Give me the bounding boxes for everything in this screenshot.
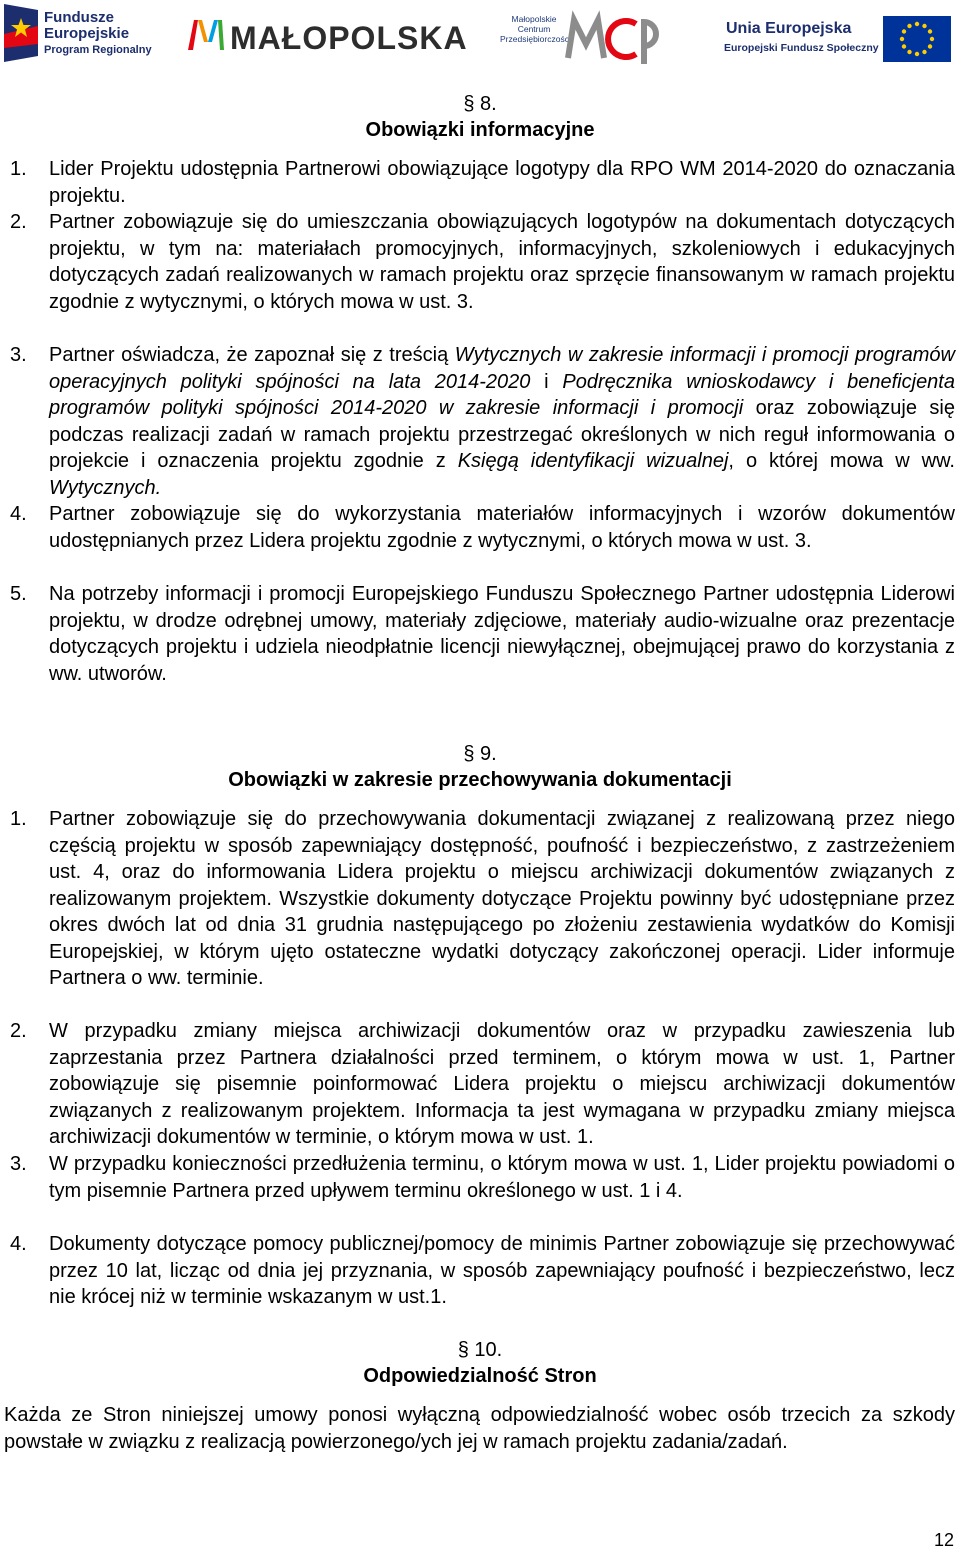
s10-paragraph: Każda ze Stron niniejszej umowy ponosi wyłączną odpowiedzialność wobec osób trzecich za szkody powstałe w związku z realizacją powierzonego/ych jej w ramach projektu zadania/zadań. bbox=[4, 1404, 955, 1453]
s8-item-5-num: 5. bbox=[10, 583, 27, 605]
s9-item-4-text: Dokumenty dotyczące pomocy publicznej/pomocy de minimis Partner zobowiązuje się przechowywać przez 10 lat, licząc od dnia jej przyznania, w sposób zapewniający poufność i bezpieczeństwo, lecz nie krócej niż w terminie wskazanym w ust.1. bbox=[49, 1233, 955, 1308]
s9-item-3-text: W przypadku konieczności przedłużenia terminu, o którym mowa w ust. 1, Lider projektu powiadomi o tym pisemnie Partnera przed upływem terminu określonego w ust. 1 i 4. bbox=[49, 1153, 955, 1202]
eu-flag-icon bbox=[883, 16, 951, 62]
s8-item-3-num: 3. bbox=[10, 344, 27, 366]
s8-item-3-part-3: i bbox=[530, 370, 563, 393]
s8-item-4-text: Partner zobowiązuje się do wykorzystania materiałów informacyjnych i wzorów dokumentów udostępnianych przez Lidera projektu zgodnie z wytycznymi, o których mowa w ust. 3. bbox=[49, 503, 955, 552]
s8-item-5-text: Na potrzeby informacji i promocji Europejskiego Funduszu Społecznego Partner udostępnia Liderowi projektu, w drodze odrębnej umowy, materiały zdjęciowe, materiały audio-wizualne oraz prezentacje dotyczących projektu i udziela nieodpłatnie licencji niewyłącznej, obejmującej prawo do korzystania z ww. utworów. bbox=[49, 583, 955, 685]
s9-item-2-num: 2. bbox=[10, 1020, 27, 1042]
ue-line2: Europejski Fundusz Społeczny bbox=[724, 42, 879, 54]
mcp-mark-icon bbox=[564, 10, 668, 66]
s8-item-3-part-2: Wytycznych w zakresie informacji i promocji programów operacyjnych polityki spójności na lata 2014-2020 bbox=[49, 344, 956, 393]
s8-item-2-num: 2. bbox=[10, 211, 27, 233]
s8-item-2-text: Partner zobowiązuje się do umieszczania obowiązujących logotypów na dokumentach dotyczących projektu, w tym na: materiałach promocyjnych, informacyjnych, szkoleniowych i edukacyjnych dotyczących zadań realizowanych w ramach projektu oraz sprzęcie finansowanym w ramach projektu zgodnie z wytycznymi, o których mowa w ust. 3. bbox=[49, 211, 955, 313]
fe-star-flag-icon bbox=[4, 4, 38, 62]
malopolska-name: MAŁOPOLSKA bbox=[230, 20, 468, 56]
ue-line1: Unia Europejska bbox=[726, 20, 852, 37]
s8-item-3-part-4: Podręcznika wnioskodawcy i beneficjenta programów polityki spójności 2014-2020 w zakresie informacji i promocji bbox=[49, 370, 955, 419]
mcp-logo bbox=[500, 0, 670, 70]
s8-item-3-part-8: Wytycznych. bbox=[49, 476, 162, 499]
section-9-title: Obowiązki w zakresie przechowywania dokumentacji bbox=[228, 769, 732, 791]
fe-line1: Fundusze bbox=[44, 9, 114, 26]
unia-europejska-logo bbox=[722, 0, 958, 70]
page-number: 12 bbox=[933, 1530, 954, 1550]
section-10-number: § 10. bbox=[457, 1339, 503, 1361]
section-10-title: Odpowiedzialność Stron bbox=[363, 1365, 597, 1387]
logo-header bbox=[0, 0, 960, 70]
fe-line2: Europejskie bbox=[44, 25, 130, 42]
section-8-number: § 8. bbox=[463, 93, 497, 115]
s8-item-4-num: 4. bbox=[10, 503, 27, 525]
malopolska-logo bbox=[186, 0, 468, 70]
s9-item-1-num: 1. bbox=[10, 808, 27, 830]
fundusze-europejskie-logo bbox=[4, 0, 154, 70]
s8-item-3-text bbox=[49, 342, 955, 501]
s8-item-3-part-5: oraz zobowiązuje się podczas realizacji zadań w ramach projektu przestrzegać określonych w nich reguł informowania o projekcie i oznaczenia projektu zgodnie z bbox=[49, 397, 955, 472]
section-8-title: Obowiązki informacyjne bbox=[365, 119, 595, 141]
mcp-small-text: Małopolskie Centrum Przedsiębiorczości bbox=[500, 14, 571, 44]
s9-item-3-num: 3. bbox=[10, 1153, 27, 1175]
s9-item-1-text: Partner zobowiązuje się do przechowywania dokumentacji związanej z realizowaną przez niego częścią projektu w sposób zapewniający dostępność, poufność i bezpieczeństwo, z zastrzeżeniem ust. 4, oraz do informowania Lidera projektu o miejscu archiwizacji dokumentów związanych z realizowanym projektem. Wszystkie dokumenty dotyczące Projektu powinny być udostępniane przez okres dwóch lat od dnia 31 grudnia następującego po złożeniu zestawienia wydatków do Komisji Europejskiej, w którym ujęto ostateczne wydatki dotyczący zakończonej operacji. Lider informuje Partnera o ww. terminie. bbox=[49, 808, 955, 989]
s8-item-3-part-6: Księgą identyfikacji wizualnej bbox=[457, 450, 729, 472]
s9-item-2-text: W przypadku zmiany miejsca archiwizacji dokumentów oraz w przypadku zawieszenia lub zaprzestania przez Partnera działalności przed terminem, o którym mowa w ust. 1, Partner zobowiązuje się pisemnie poinformować Lidera projektu o miejscu archiwizacji dokumentów związanych z realizowanym projektem. Informacja ta jest wymagana w przypadku zmiany miejsca archiwizacji dokumentów w terminie, o którym mowa w ust. 1. bbox=[49, 1020, 955, 1148]
s8-item-3-part-1: Partner oświadcza, że zapoznał się z treścią bbox=[49, 344, 455, 366]
section-9-number: § 9. bbox=[463, 743, 497, 765]
s9-item-4-num: 4. bbox=[10, 1233, 27, 1255]
s8-item-1-num: 1. bbox=[10, 158, 27, 180]
fe-line3: Program Regionalny bbox=[44, 44, 152, 56]
malopolska-m-icon bbox=[186, 16, 226, 52]
s8-item-1-text: Lider Projektu udostępnia Partnerowi obowiązujące logotypy dla RPO WM 2014-2020 do oznaczania projektu. bbox=[49, 158, 955, 207]
s8-item-3-part-7: , o której mowa w ww. bbox=[728, 450, 955, 472]
